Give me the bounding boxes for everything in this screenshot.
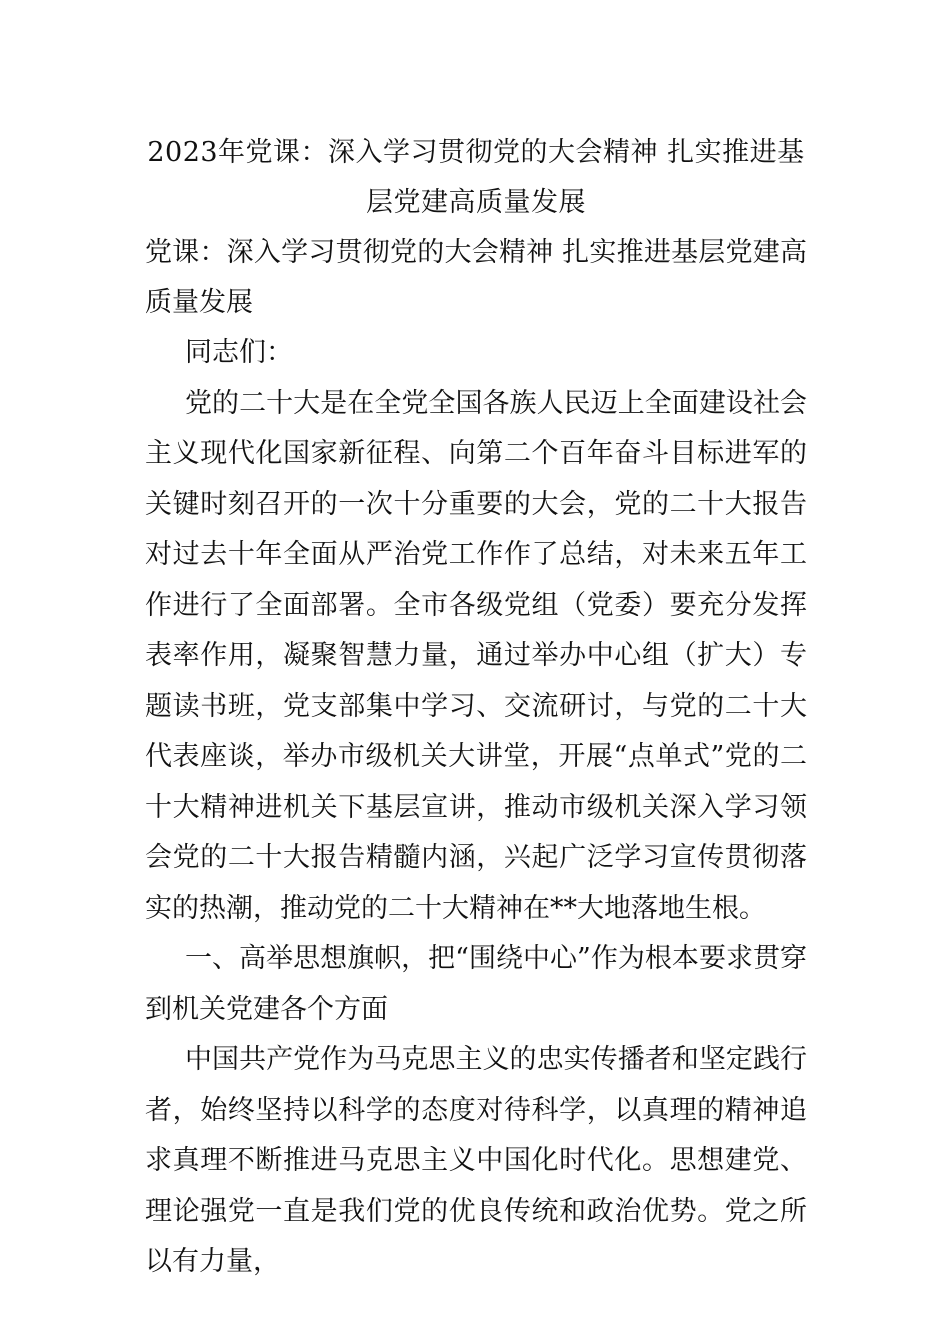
document-subtitle: 党课：深入学习贯彻党的大会精神 扎实推进基层党建高质量发展 bbox=[145, 237, 807, 318]
section-heading-one: 一、高举思想旗帜，把“围绕中心”作为根本要求贯穿到机关党建各个方面 bbox=[145, 943, 807, 1025]
document-body bbox=[145, 128, 807, 1288]
paragraph-intro: 党的二十大是在全党全国各族人民迈上全面建设社会主义现代化国家新征程、向第二个百年奋斗目标进军的关键时刻召开的一次十分重要的大会，党的二十大报告对过去十年全面从严治党工作作了总结，对未来五年工作进行了全面部署。全市各级党组（党委）要充分发挥表率作用，凝聚智慧力量，通过举办中心组（扩大）专题读书班，党支部集中学习、交流研讨，与党的二十大代表座谈，举办市级机关大讲堂，开展“点单式”党的二十大精神进机关下基层宣讲，推动市级机关深入学习领会党的二十大报告精髓内涵，兴起广泛学习宣传贯彻落实的热潮，推动党的二十大精神在**大地落地生根。 bbox=[145, 387, 807, 924]
salutation: 同志们： bbox=[185, 337, 293, 368]
paragraph-section-one: 中国共产党作为马克思主义的忠实传播者和坚定践行者，始终坚持以科学的态度对待科学，以真理的精神追求真理不断推进马克思主义中国化时代化。思想建党、理论强党一直是我们党的优良传统和政治优势。党之所以有力量， bbox=[145, 1044, 807, 1277]
document-title: 2023年党课：深入学习贯彻党的大会精神 扎实推进基层党建高质量发展 bbox=[147, 137, 805, 218]
